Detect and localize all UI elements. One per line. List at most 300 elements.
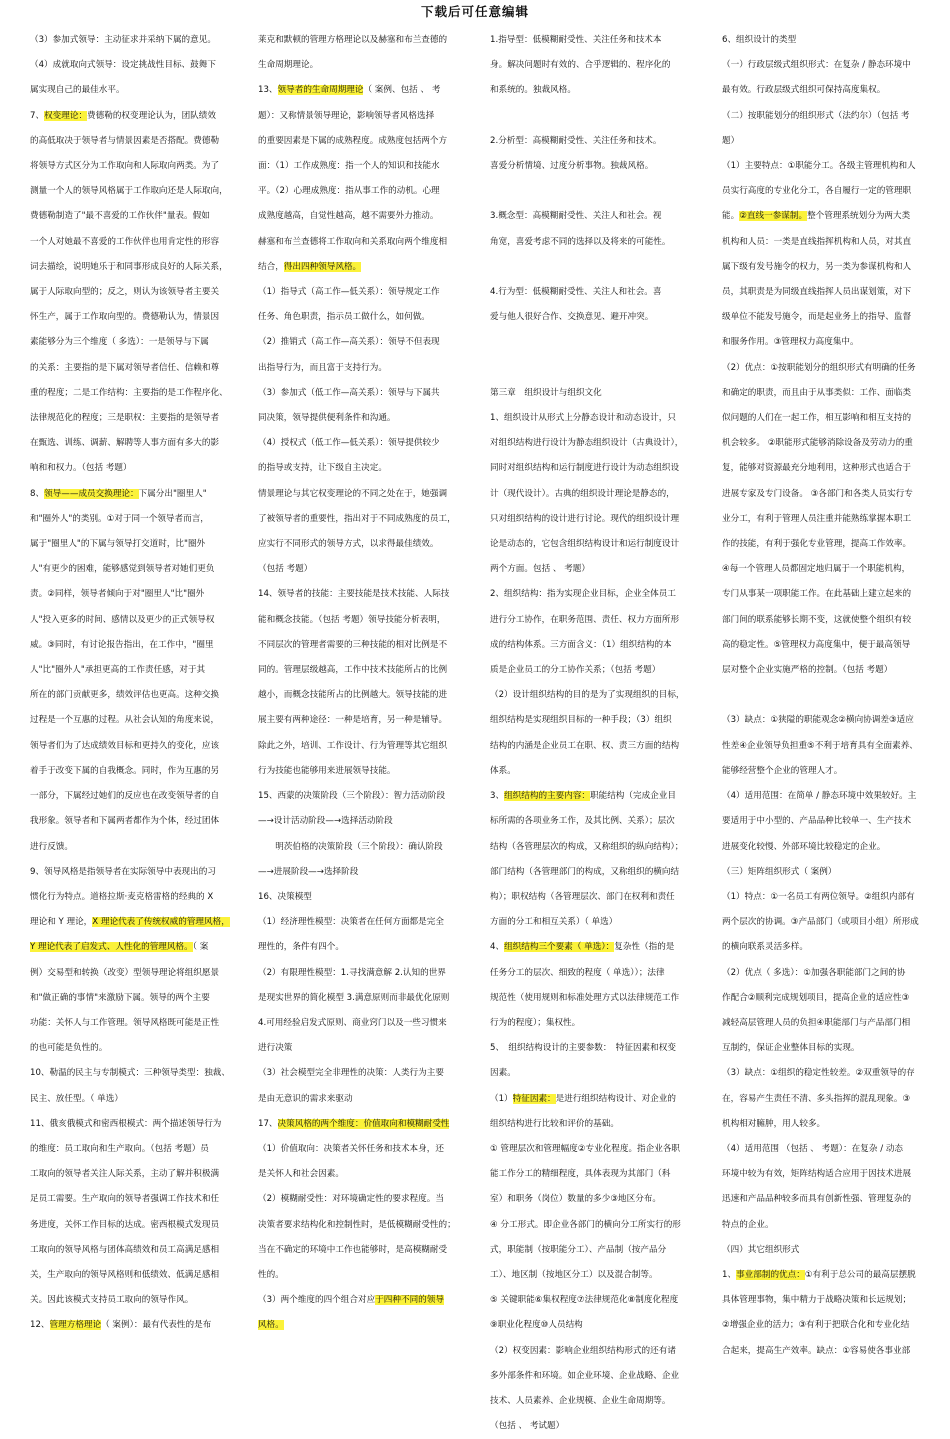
text-line	[258, 532, 463, 557]
text-line	[30, 230, 230, 255]
text-segment: 计（现代设计）。古典的组织设计理论是静态的，	[490, 488, 675, 499]
text-line	[30, 885, 230, 910]
highlighted-text: 于四种不同的领导	[375, 1295, 444, 1306]
text-segment: （一）行政层级式组织形式：在复杂 / 静态环境中	[722, 60, 911, 71]
text-line	[490, 154, 695, 179]
highlighted-text: 领导——成员交换理论：	[44, 488, 139, 499]
text-segment: 题）：又称情景领导理论，影响领导者风格选择	[258, 110, 435, 121]
highlighted-text: 组织结构的主要内容：	[504, 791, 591, 802]
text-line	[30, 986, 230, 1011]
text-segment: 属于人际取向型的；反之，则认为该领导者主要关	[30, 287, 220, 298]
text-line	[490, 835, 695, 860]
text-line	[722, 507, 932, 532]
text-line	[490, 734, 695, 759]
text-segment: 法律规范化的程度；三是职权：主要指的是领导者	[30, 413, 220, 424]
text-line	[722, 78, 932, 103]
text-line	[30, 1288, 230, 1313]
text-segment: 爱与他人很好合作、交换意见、避开冲突。	[490, 312, 654, 323]
text-line	[30, 1313, 230, 1338]
text-segment: 平。（2）心理成熟度：指从事工作的动机。心理	[258, 186, 440, 197]
text-line	[30, 658, 230, 683]
text-line	[30, 1213, 230, 1238]
text-segment: 4.行为型：低模糊耐受性、关注人和社会。喜	[490, 287, 662, 298]
text-segment: 对组织结构进行设计为静态组织设计（古典设计），	[490, 438, 684, 449]
text-line	[258, 835, 463, 860]
text-segment: 12、	[30, 1320, 50, 1331]
text-line	[258, 280, 463, 305]
text-segment: 理性的，条件有四个。	[258, 942, 344, 953]
text-line	[722, 683, 932, 708]
text-line	[490, 1364, 695, 1389]
text-segment: 行为技能也能够用来进展领导技能。	[258, 765, 396, 776]
text-line	[30, 154, 230, 179]
text-segment: （1）	[490, 1093, 513, 1104]
text-line	[258, 633, 463, 658]
text-segment: 多外部条件和环境。如企业环境、企业战略、企业	[490, 1370, 680, 1381]
text-line	[722, 809, 932, 834]
text-line	[30, 507, 230, 532]
text-line	[722, 1187, 932, 1212]
text-segment: 第三章 组织设计与组织文化	[490, 387, 602, 398]
text-segment: 13、	[258, 85, 278, 96]
text-line	[30, 78, 230, 103]
text-line	[490, 532, 695, 557]
text-segment: 过程是一个互惠的过程。从社会认知的角度来说，	[30, 715, 220, 726]
text-line	[258, 860, 463, 885]
text-line	[490, 1112, 695, 1137]
text-segment: 和"做正确的事情"来激励下属。领导的两个主要	[30, 992, 210, 1003]
text-segment: （1）经济理性模型：决策者在任何方面都是完全	[258, 917, 444, 928]
text-line	[258, 204, 463, 229]
text-line	[722, 986, 932, 1011]
highlighted-text: ②直线一参谋制。	[739, 211, 808, 222]
text-line	[490, 1036, 695, 1061]
text-segment: 的指导或支持，让下级自主决定。	[258, 463, 387, 474]
text-segment: 员实行高度的专业化分工，各自履行一定的管理职	[722, 186, 912, 197]
text-line	[258, 986, 463, 1011]
text-segment: 特点的企业。	[722, 1219, 774, 1230]
highlighted-text: 领导者的生命周期理论	[277, 85, 364, 96]
text-segment: 生命周期理论。	[258, 60, 319, 71]
text-segment: 出指导行为，而且富于支持行为。	[258, 362, 387, 373]
text-line	[258, 557, 463, 582]
text-line	[490, 330, 695, 355]
text-segment: 题）	[722, 135, 740, 146]
text-segment: 费德勒的权变理论认为，团队绩效	[87, 110, 216, 121]
text-segment: （2）权变因素：影响企业组织结构形式的还有诸	[490, 1345, 676, 1356]
text-line	[490, 986, 695, 1011]
text-line	[490, 759, 695, 784]
text-segment: 和系统的。独裁风格。	[490, 85, 576, 96]
text-segment: 的也可能是负性的。	[30, 1043, 108, 1054]
text-segment: 同的。管理层级越高，工作中技术技能所占的比例	[258, 665, 448, 676]
text-segment: 人"投入更多的时间、感情以及更少的正式领导权	[30, 614, 215, 625]
text-segment: 决策者要求结构化和控制性时，是低模糊耐受性的；	[258, 1219, 456, 1230]
text-line	[30, 1112, 230, 1137]
text-segment: 是关怀人和社会因素。	[258, 1169, 344, 1180]
text-segment: 成的结构体系。三方面含义：（1）组织结构的本	[490, 639, 672, 650]
text-segment: 务进度，关怀工作目标的达成。密西根模式发现员	[30, 1219, 220, 1230]
text-line	[722, 1137, 932, 1162]
text-segment: 10、勒温的民主与专制模式：三种领导类型：独裁、	[30, 1068, 230, 1079]
text-segment: 1.指导型：低模糊耐受性、关注任务和技术本	[490, 35, 662, 45]
text-segment: 具体管理事物，集中精力于战略决策和长远规划；	[722, 1295, 912, 1306]
text-line	[258, 1011, 463, 1036]
text-line	[30, 809, 230, 834]
text-line	[722, 835, 932, 860]
text-line	[490, 406, 695, 431]
text-segment: 能够经营整个企业的管理人才。	[722, 765, 843, 776]
text-segment: 的横向联系灵活多样。	[722, 942, 808, 953]
text-line	[30, 1036, 230, 1061]
text-segment: 在甄选、训练、调薪、解聘等人事方面有多大的影	[30, 438, 220, 449]
text-line	[30, 1238, 230, 1263]
text-line	[258, 456, 463, 481]
highlighted-text: 组织结构三个要素（ 单选）：	[504, 942, 615, 953]
text-segment: 词去描绘，说明她乐于和同事形成良好的人际关系，	[30, 261, 228, 272]
text-segment: 式，职能制（按职能分工）、产品制（按产品分	[490, 1244, 667, 1255]
text-segment: ⑤ 关键职能⑥集权程度⑦法律规范化⑧制度化程度	[490, 1295, 679, 1306]
text-line	[258, 78, 463, 103]
text-line	[258, 683, 463, 708]
text-line	[490, 683, 695, 708]
text-line	[722, 582, 932, 607]
text-line	[258, 482, 463, 507]
text-segment: 威。③同时，有讨论报告指出，在工作中，"圈里	[30, 639, 214, 650]
text-line	[722, 204, 932, 229]
text-segment: 结构（各管理层次的构成，又称组织的纵向结构）；	[490, 841, 684, 852]
text-segment: 只对组织结构的设计进行讨论。现代的组织设计理	[490, 513, 680, 524]
text-line	[490, 381, 695, 406]
text-line	[490, 935, 695, 960]
text-segment: 情景理论与其它权变理论的不同之处在于，她强调	[258, 488, 448, 499]
text-segment: 因素。	[490, 1068, 516, 1079]
text-line	[722, 784, 932, 809]
text-segment: 是现实世界的简化模型 3.满意原则而非最优化原则	[258, 992, 450, 1003]
text-segment: 级单位不能发号施令，而是起业务上的指导、监督	[722, 312, 912, 323]
text-segment: 的重要因素是下属的成熟程度。成熟度包括两个方	[258, 135, 448, 146]
text-line	[490, 557, 695, 582]
text-segment: 工取向的领导者关注人际关系，主动了解并积极满	[30, 1169, 220, 1180]
text-line	[490, 1137, 695, 1162]
text-column-1	[30, 28, 230, 1338]
text-line	[490, 456, 695, 481]
text-segment: （1）价值取向：决策者关怀任务和技术本身，还	[258, 1143, 444, 1154]
text-segment: 民主、放任型。（ 单选）	[30, 1093, 123, 1104]
text-segment: 成熟度越高，自觉性越高，越不需要外力推动。	[258, 211, 439, 222]
text-line	[30, 381, 230, 406]
text-line	[30, 330, 230, 355]
text-segment: 理论和 Y 理论，	[30, 917, 93, 928]
text-line	[490, 910, 695, 935]
text-segment: 身。解决问题时有效的、合乎逻辑的、程序化的	[490, 60, 671, 71]
text-segment: 环境中较为有效，矩阵结构适合应用于因技术进展	[722, 1169, 912, 1180]
text-line	[722, 255, 932, 280]
text-line	[490, 53, 695, 78]
text-line	[30, 28, 230, 53]
text-line	[490, 255, 695, 280]
text-segment: （1）指导式（高工作—低关系）：领导规定工作	[258, 287, 440, 298]
text-column-4	[722, 28, 932, 1356]
text-line	[30, 1187, 230, 1212]
text-line	[30, 935, 230, 960]
text-segment: （1）特点：①一名员工有两位领导。②组织内部有	[722, 891, 915, 902]
text-segment: （二）按职能划分的组织形式（法约尔）（包括 考	[722, 110, 910, 121]
text-line	[490, 280, 695, 305]
text-segment: 角宽，喜爱考虑不同的选择以及将来的可能性。	[490, 236, 671, 247]
text-segment: 1、	[722, 1269, 737, 1280]
highlighted-text: 管理方格理论	[49, 1320, 102, 1331]
text-segment: 复杂性（指的是	[614, 942, 675, 953]
text-line	[258, 255, 463, 280]
text-line	[30, 53, 230, 78]
text-line	[490, 1162, 695, 1187]
text-line	[490, 305, 695, 330]
text-line	[258, 885, 463, 910]
text-line	[490, 104, 695, 129]
highlighted-text: X 理论代表了传统权威的管理风格，	[92, 917, 230, 928]
text-line	[722, 1061, 932, 1086]
text-segment: 能工作分工的精细程度，具体表现为其部门（科	[490, 1169, 671, 1180]
text-line	[490, 1389, 695, 1414]
text-segment: 两个层次的协调。③产品部门（或项目小组）所形成	[722, 917, 919, 928]
text-segment: 功能：关怀人与工作管理。领导风格既可能是正性	[30, 1017, 220, 1028]
text-line	[722, 734, 932, 759]
text-segment: 5、 组织结构设计的主要参数： 特征因素和权变	[490, 1043, 676, 1054]
text-segment: 体系。	[490, 765, 516, 776]
text-line	[30, 482, 230, 507]
text-segment: 进行分工协作，在职务范围、责任、权力方面所形	[490, 614, 680, 625]
text-line	[490, 1263, 695, 1288]
text-segment: 性的。	[258, 1269, 284, 1280]
text-segment: 论是动态的，它包含组织结构设计和运行制度设计	[490, 539, 680, 550]
highlighted-text: 事业部制的优点：	[736, 1269, 805, 1280]
text-line	[490, 78, 695, 103]
text-line	[490, 809, 695, 834]
text-line	[722, 280, 932, 305]
text-line	[30, 406, 230, 431]
text-line	[258, 1238, 463, 1263]
text-segment: 工取向的领导风格与团体高绩效和员工高满足感相	[30, 1244, 220, 1255]
text-line	[722, 28, 932, 53]
text-line	[722, 532, 932, 557]
text-segment: 14、领导者的技能：主要技能是技术技能、人际技	[258, 589, 450, 600]
text-segment: 部门结构（各管理部门的构成，又称组织的横向结	[490, 866, 680, 877]
text-line	[722, 935, 932, 960]
text-line	[258, 608, 463, 633]
text-line	[490, 482, 695, 507]
highlighted-text: 特征因素：	[512, 1093, 556, 1104]
text-segment: 进行反馈。	[30, 841, 73, 852]
text-line	[722, 1036, 932, 1061]
text-segment: （ 案	[192, 942, 209, 953]
text-line	[258, 431, 463, 456]
text-line	[722, 961, 932, 986]
text-line	[258, 1162, 463, 1187]
text-segment: 性差④企业领导负担重⑤不利于培育具有全面素养、	[722, 740, 918, 751]
text-line	[722, 1313, 932, 1338]
text-segment: 复，能够对资源最充分地利用，这种形式也适合于	[722, 463, 912, 474]
text-line	[490, 1339, 695, 1364]
text-line	[722, 1087, 932, 1112]
text-line	[722, 860, 932, 885]
text-segment: 整个管理系统划分为两大类	[807, 211, 911, 222]
text-line	[490, 961, 695, 986]
text-segment: 和确定的职责，而且由于从事类似：工作、面临类	[722, 387, 912, 398]
text-line	[258, 1087, 463, 1112]
text-line	[490, 658, 695, 683]
text-segment: 足员工需要。生产取向的领导者强调工作技术和任	[30, 1194, 220, 1205]
text-line	[30, 104, 230, 129]
text-line	[722, 456, 932, 481]
text-segment: 展主要有两种途径：一种是培育，另一种是辅导。	[258, 715, 448, 726]
text-line	[30, 456, 230, 481]
text-segment: 和"圈外人"的类别。①对于同一个领导者而言，	[30, 513, 209, 524]
text-segment: （3）缺点：①组织的稳定性较差。②双重领导的存	[722, 1068, 915, 1079]
text-segment: 9、领导风格是指领导者在实际领导中表现出的习	[30, 866, 216, 877]
text-line	[258, 809, 463, 834]
text-line	[722, 1162, 932, 1187]
text-segment: 减轻高层管理人员的负担④职能部门与产品部门相	[722, 1017, 911, 1028]
text-segment: （ 案例）：最有代表性的是布	[101, 1320, 212, 1331]
text-segment: （包括 考题）	[258, 564, 313, 575]
text-segment: 工）、地区制（按地区分工）以及混合制等。	[490, 1269, 658, 1280]
text-line	[30, 1061, 230, 1086]
text-line	[722, 406, 932, 431]
text-line	[30, 179, 230, 204]
text-line	[258, 356, 463, 381]
text-line	[722, 381, 932, 406]
text-segment: 所在的部门贡献更多，绩效评估也更高。这种交换	[30, 690, 220, 701]
text-column-3	[490, 28, 695, 1432]
text-line	[490, 708, 695, 733]
text-segment: 任务、角色职责，指示员工做什么，如何做。	[258, 312, 430, 323]
text-line	[30, 557, 230, 582]
text-line	[722, 104, 932, 129]
text-line	[30, 734, 230, 759]
text-line	[490, 1187, 695, 1212]
text-line	[722, 305, 932, 330]
text-segment: 17、	[258, 1118, 278, 1129]
text-line	[30, 1011, 230, 1036]
text-segment: 例）交易型和转换（改变）型领导理论将组织愿景	[30, 967, 220, 978]
text-segment: （ 案例、包括 、 考	[363, 85, 441, 96]
text-line	[722, 658, 932, 683]
text-line	[722, 179, 932, 204]
text-segment: 在，容易产生责任不清、多头指挥的混乱现象。③	[722, 1093, 911, 1104]
text-line	[258, 381, 463, 406]
text-line	[30, 683, 230, 708]
text-line	[258, 1187, 463, 1212]
text-segment: 人"有更少的困难，能够感觉到领导者对她们更负	[30, 564, 215, 575]
text-line	[490, 204, 695, 229]
text-segment: 将领导方式区分为工作取向和人际取向两类。为了	[30, 161, 220, 172]
text-line	[722, 330, 932, 355]
text-line	[490, 1313, 695, 1338]
text-segment: 4、	[490, 942, 505, 953]
text-line	[490, 1288, 695, 1313]
text-line	[722, 53, 932, 78]
text-line	[30, 255, 230, 280]
highlighted-text: 权变理论：	[44, 110, 88, 121]
text-line	[722, 230, 932, 255]
text-segment: 6、组织设计的类型	[722, 35, 797, 45]
text-line	[490, 179, 695, 204]
text-line	[30, 633, 230, 658]
text-segment: （4）适用范围：在简单 / 静态环境中效果较好。主	[722, 791, 917, 802]
text-segment: 当在不确定的环境中工作也能够时，是高模糊耐受	[258, 1244, 448, 1255]
text-segment: 作的技能，有利于强化专业管理，提高工作效率。	[722, 539, 912, 550]
text-segment: （4）授权式（低工作—低关系）：领导提供较少	[258, 438, 440, 449]
text-segment: 属于"圈里人"的下属与领导打交道时，比"圈外	[30, 539, 206, 550]
text-segment: 2、组织结构：指为实现企业目标，企业全体员工	[490, 589, 676, 600]
text-segment: 构）；职权结构（各管理层次、部门在权利和责任	[490, 891, 675, 902]
text-segment: 素能够分为三个维度（ 多选）：一是领导与下属	[30, 337, 209, 348]
text-line	[490, 507, 695, 532]
text-segment: 赫塞和布兰查德将工作取向和关系取向两个维度相	[258, 236, 448, 247]
text-line	[258, 1288, 463, 1313]
text-segment: 职能结构（完成企业目	[590, 791, 676, 802]
text-segment: （2）有限理性模型：1.寻找满意解 2.认知的世界	[258, 967, 446, 978]
text-line	[722, 129, 932, 154]
text-segment: 关，生产取向的领导风格则和低绩效、低满足感相	[30, 1269, 220, 1280]
text-line	[490, 356, 695, 381]
text-segment: 领导者们为了达成绩效目标和更持久的变化，应该	[30, 740, 220, 751]
text-segment: ④ 分工形式。即企业各部门的横向分工所实行的形	[490, 1219, 681, 1230]
text-segment: 2.分析型：高模糊耐受性、关注任务和技术。	[490, 135, 662, 146]
text-segment: 属实现自己的最佳水平。	[30, 85, 125, 96]
text-segment: 越小，而概念技能所占的比例越大。领导技能的进	[258, 690, 448, 701]
text-segment: 4.可用经验启发式原则、商业窍门以及一些习惯来	[258, 1017, 447, 1028]
text-line	[30, 784, 230, 809]
text-line	[258, 1061, 463, 1086]
text-segment: 着手于改变下属的自我概念。同时，作为互惠的另	[30, 765, 220, 776]
text-line	[30, 835, 230, 860]
text-segment: 互制约，保证企业整体目标的实现。	[722, 1043, 860, 1054]
text-line	[490, 129, 695, 154]
text-line	[722, 885, 932, 910]
text-segment: 技术、人员素养、企业规模、企业生命周期等。	[490, 1395, 671, 1406]
text-line	[258, 1313, 463, 1338]
text-segment: 明茨伯格的决策阶段（三个阶段）：确认阶段	[258, 841, 443, 852]
text-segment: 应实行不同形式的领导方式，以求得最佳绩效。	[258, 539, 439, 550]
text-line	[722, 557, 932, 582]
text-line	[258, 1112, 463, 1137]
text-segment: 是进行组织结构设计、对企业的	[555, 1093, 676, 1104]
text-segment: 质是企业员工的分工协作关系；（包括 考题）	[490, 665, 661, 676]
text-segment: 和服务作用。③管理权力高度集中。	[722, 337, 859, 348]
text-segment: ①有利于总公司的最高层摆脱	[804, 1269, 916, 1280]
text-line	[490, 28, 695, 53]
text-segment: 关。因此该模式支持员工取向的领导作风。	[30, 1295, 194, 1306]
text-segment: 结合，	[258, 261, 284, 272]
text-line	[258, 406, 463, 431]
text-line	[722, 482, 932, 507]
text-segment: 15、西蒙的决策阶段（三个阶段）：智力活动阶段	[258, 791, 446, 802]
text-line	[490, 1061, 695, 1086]
text-line	[258, 507, 463, 532]
text-segment: —→进展阶段—→选择阶段	[258, 866, 359, 877]
text-line	[258, 1036, 463, 1061]
text-segment: 任务分工的层次、细致的程度（ 单选））；法律	[490, 967, 665, 978]
text-line	[722, 356, 932, 381]
text-segment: 1、组织设计从形式上分静态设计和动态设计，只	[490, 413, 676, 424]
text-segment: 最有效。行政层级式组织可保持高度集权。	[722, 85, 886, 96]
text-line	[490, 1087, 695, 1112]
text-segment: 标所需的各项业务工作，及其比例、关系）；层次	[490, 816, 675, 827]
text-line	[722, 1263, 932, 1288]
text-segment: 同决策，领导提供便利条件和沟通。	[258, 413, 396, 424]
